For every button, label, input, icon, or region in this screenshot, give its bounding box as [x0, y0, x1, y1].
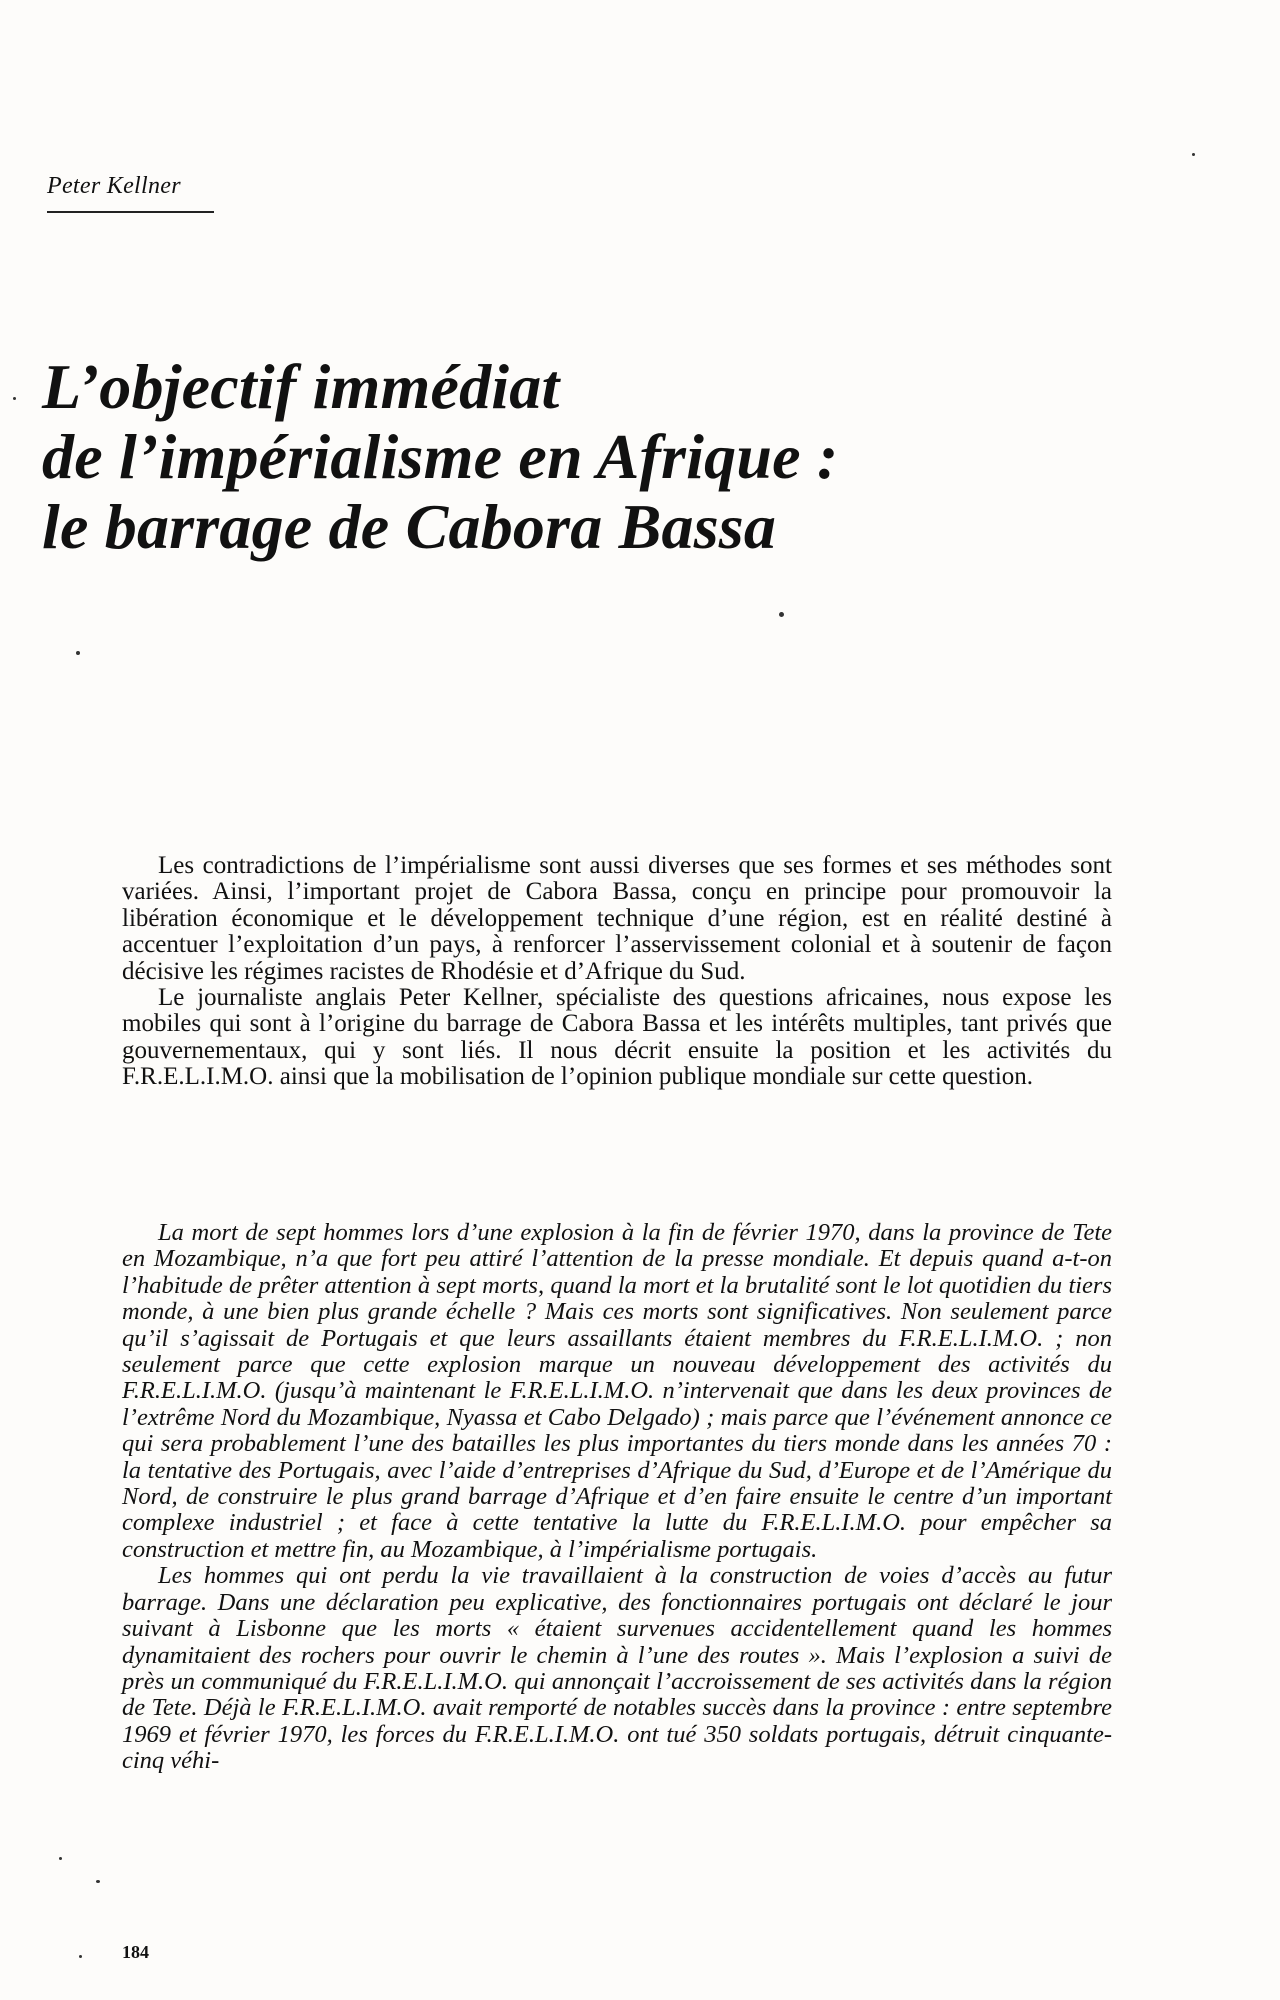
- body-paragraph-1: La mort de sept hommes lors d’une explosion à la fin de février 1970, dans la province de Tete en Mozambique, n’a que fort peu attiré l’attention de la presse mondiale. Et depuis quand a-t-on l’habitude de prêter attention à sept morts, quand la mort et la brutalité sont le lot quotidien du tiers monde, à une bien plus grande échelle ? Mais ces morts sont significatives. Non seulement parce qu’il s’agissait de Portugais et que leurs assaillants étaient membres du F.R.E.L.I.M.O. ; non seulement parce que cette explosion marque un nouveau développement des activités du F.R.E.L.I.M.O. (jusqu’à maintenant le F.R.E.L.I.M.O. n’intervenait que dans les deux provinces de l’extrême Nord du Mozambique, Nyassa et Cabo Delgado) ; mais parce que l’événement annonce ce qui sera probablement l’une des batailles les plus importantes du tiers monde dans les années 70 : la tentative des Portugais, avec l’aide d’entreprises d’Afrique du Sud, d’Europe et de l’Amérique du Nord, de construire le plus grand barrage d’Afrique et d’en faire ensuite le centre d’un important complexe industriel ; et face à cette tentative la lutte du F.R.E.L.I.M.O. pour empêcher sa construction et mettre fin, au Mozambique, à l’impérialisme portugais.: [122, 1219, 1112, 1563]
- scan-speck: [13, 397, 16, 400]
- page-number: 184: [122, 1942, 149, 1962]
- scan-speck: [59, 1857, 62, 1860]
- abstract-paragraph-2: Le journaliste anglais Peter Kellner, spécialiste des questions africaines, nous expose les mobiles qui sont à l’origine du barrage de Cabora Bassa et les intérêts multiples, tant privés que gouvernementaux, qui y sont liés. Il nous décrit ensuite la position et les activités du F.R.E.L.I.M.O. ainsi que la mobilisation de l’opinion publique mondiale sur cette question.: [122, 984, 1112, 1091]
- article-title: [42, 352, 1042, 562]
- scan-speck: [1192, 153, 1195, 156]
- scan-speck: [76, 651, 80, 655]
- abstract-paragraph-1: Les contradictions de l’impérialisme sont aussi diverses que ses formes et ses méthodes sont variées. Ainsi, l’important projet de Cabora Bassa, conçu en principe pour promouvoir la libération économique et le développement technique d’une région, est en réalité destiné à accentuer l’exploitation d’un pays, à renforcer l’asservissement colonial et à soutenir de façon décisive les régimes racistes de Rhodésie et d’Afrique du Sud.: [122, 852, 1112, 985]
- article-body: [122, 1220, 1112, 1775]
- title-line-3: le barrage de Cabora Bassa: [42, 491, 777, 562]
- scan-speck: [779, 612, 784, 617]
- scan-speck: [96, 1880, 100, 1883]
- body-paragraph-2: Les hommes qui ont perdu la vie travaillaient à la construction de voies d’accès au futur barrage. Dans une déclaration peu explicative, des fonctionnaires portugais ont déclaré le jour suivant à Lisbonne que les morts « étaient survenues accidentellement quand les hommes dynamitaient des rochers pour ouvrir le chemin à l’une des routes ». Mais l’explosion a suivi de près un communiqué du F.R.E.L.I.M.O. qui annonçait l’accroissement de ses activités dans la région de Tete. Déjà le F.R.E.L.I.M.O. avait remporté de notables succès dans la province : entre septembre 1969 et février 1970, les forces du F.R.E.L.I.M.O. ont tué 350 soldats portugais, détruit cinquante-cinq véhi-: [122, 1562, 1112, 1775]
- scan-speck: [79, 1955, 82, 1958]
- title-line-1: L’objectif immédiat: [42, 351, 560, 422]
- title-line-2: de l’impérialisme en Afrique :: [42, 421, 839, 492]
- article-abstract: [122, 853, 1112, 1091]
- author-name: Peter Kellner: [47, 173, 181, 199]
- author-underline: [47, 211, 214, 213]
